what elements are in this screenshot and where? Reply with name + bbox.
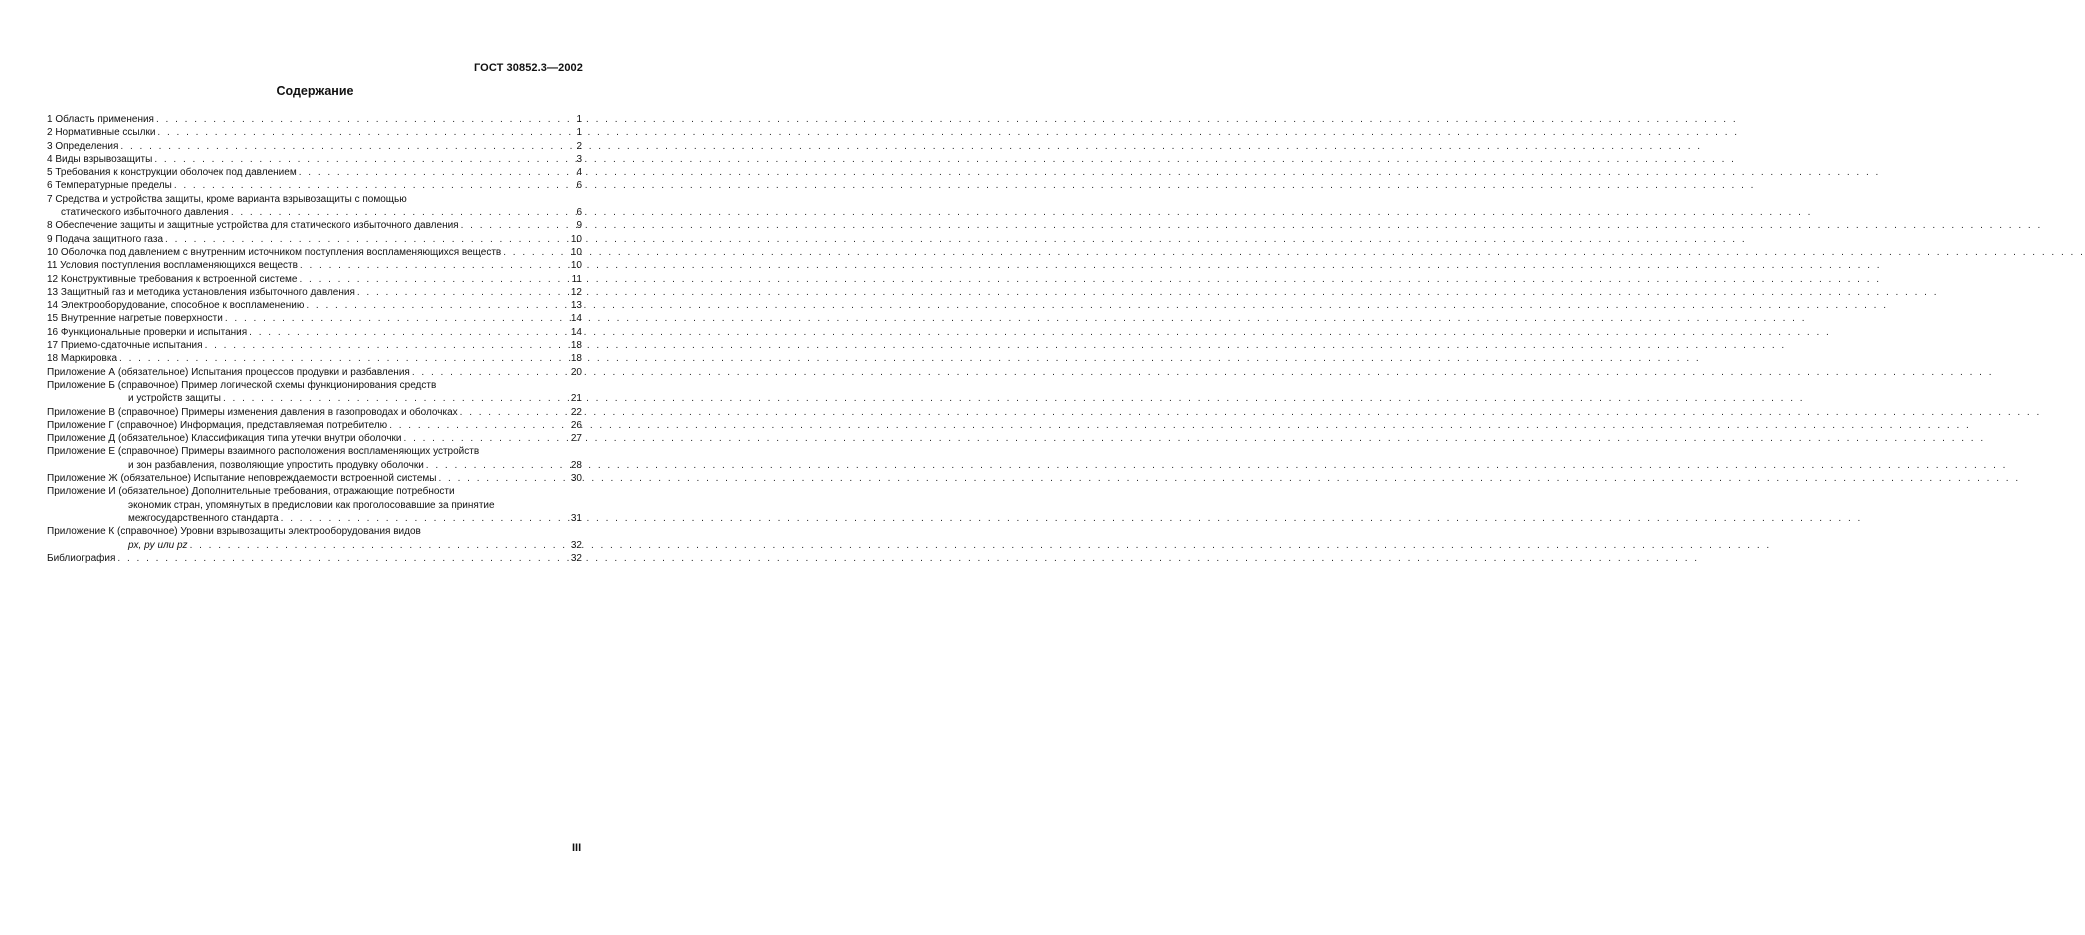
toc-entry-17[interactable]	[47, 339, 582, 352]
toc-entry-page: 28	[570, 459, 582, 471]
toc-appendix-i-line1[interactable]: Приложение И (обязательное) Дополнительные требования, отражающие потребности	[47, 486, 455, 498]
toc-entry-label: 12 Конструктивные требования к встроенной системе	[47, 273, 298, 285]
toc-entry-label: Приложение В (справочное) Примеры изменения давления в газопроводах и оболочках	[47, 406, 458, 418]
toc-entry-page: 20	[570, 366, 582, 378]
toc-entry-label: 6 Температурные пределы	[47, 180, 172, 192]
leader-dots	[154, 153, 574, 166]
toc-entry-label: 1 Область применения	[47, 114, 154, 125]
leader-dots	[165, 233, 569, 246]
toc-entry-label: Библиография	[47, 552, 116, 564]
toc-entry-label: Приложение А (обязательное) Испытания процессов продувки и разбавления	[47, 366, 410, 378]
leader-dots	[461, 219, 575, 232]
toc-entry-label: и устройств защиты	[128, 393, 221, 405]
leader-dots	[357, 286, 569, 299]
toc-entry-page: 1	[576, 114, 582, 125]
toc-entry-label: Приложение Ж (обязательное) Испытание неповреждаемости встроенной системы	[47, 473, 437, 485]
toc-entry-label: 16 Функциональные проверки и испытания	[47, 326, 248, 338]
leader-dots	[174, 179, 575, 192]
toc-entry-page: 18	[570, 353, 582, 365]
toc-entry-5[interactable]	[47, 166, 582, 179]
toc-entry-label: статического избыточного давления	[61, 207, 229, 219]
toc-appendix-b[interactable]	[47, 392, 582, 405]
toc-entry-page: 6	[576, 180, 582, 192]
toc-appendix-e-line1[interactable]: Приложение Е (справочное) Примеры взаимного расположения воспламеняющих устройств	[47, 446, 480, 458]
toc-appendix-a[interactable]	[47, 366, 582, 379]
toc-entry-page: 2	[576, 140, 582, 152]
leader-dots	[190, 539, 569, 552]
leader-dots	[249, 326, 569, 339]
toc-entry-page: 30	[570, 473, 582, 485]
toc-entry-page: 10	[570, 246, 582, 258]
leader-dots	[460, 406, 569, 419]
toc-appendix-g[interactable]	[47, 419, 582, 432]
leader-dots	[156, 113, 574, 126]
leader-dots	[231, 206, 575, 219]
page-number: III	[572, 842, 582, 854]
toc-entry-page: 3	[576, 153, 582, 165]
toc-entry-10[interactable]	[47, 246, 582, 259]
toc-entry-label: 9 Подача защитного газа	[47, 233, 164, 245]
toc-entry-14[interactable]	[47, 299, 582, 312]
leader-dots	[281, 512, 569, 525]
toc-entry-label: 4 Виды взрывозащиты	[47, 153, 153, 165]
toc-entry-label: 15 Внутренние нагретые поверхности	[47, 313, 223, 325]
toc-entry-page: 10	[570, 260, 582, 272]
toc-appendix-d[interactable]	[47, 432, 582, 445]
leader-dots	[306, 299, 569, 312]
toc-entry-label: и зон разбавления, позволяющие упростить продувку оболочки	[128, 459, 424, 471]
toc-appendix-zh[interactable]	[47, 472, 582, 485]
toc-entry-16[interactable]	[47, 326, 582, 339]
toc-appendix-i-line2[interactable]: экономик стран, упомянутых в предисловии как проголосовавшие за принятие	[128, 499, 495, 511]
leader-dots	[503, 246, 569, 259]
leader-dots	[404, 432, 569, 445]
toc-entry-label: 10 Оболочка под давлением с внутренним источником поступления воспламеняющихся веществ	[47, 246, 502, 258]
toc-bibliography[interactable]	[47, 552, 582, 565]
toc-entry-label: 17 Приемо-сдаточные испытания	[47, 340, 203, 352]
toc-entry-4[interactable]	[47, 153, 582, 166]
toc-entry-3[interactable]	[47, 140, 582, 153]
toc-entry-label: 2 Нормативные ссылки	[47, 127, 156, 139]
toc-appendix-k-line1[interactable]: Приложение К (справочное) Уровни взрывозащиты электрооборудования видов	[47, 526, 421, 538]
toc-entry-page: 22	[570, 406, 582, 418]
toc-entry-2[interactable]	[47, 126, 582, 139]
toc-entry-label: 11 Условия поступления воспламеняющихся веществ	[47, 260, 298, 272]
toc-entry-page: 11	[571, 273, 582, 285]
table-of-contents	[47, 113, 582, 565]
toc-entry-label: межгосударственного стандарта	[128, 512, 279, 524]
toc-entry-label: 14 Электрооборудование, способное к воспламенению	[47, 300, 305, 312]
toc-entry-page: 14	[570, 326, 582, 338]
toc-entry-1[interactable]	[47, 113, 582, 126]
toc-entry-6[interactable]	[47, 179, 582, 192]
toc-entry-page: 32	[570, 552, 582, 564]
toc-entry-page: 1	[576, 127, 582, 139]
toc-entry-9[interactable]	[47, 233, 582, 246]
toc-entry-page: 26	[570, 419, 582, 431]
leader-dots	[117, 552, 568, 565]
toc-entry-page: 14	[570, 313, 582, 325]
toc-entry-label: 8 Обеспечение защиты и защитные устройства для статического избыточного давления	[47, 220, 459, 232]
toc-entry-12[interactable]	[47, 273, 582, 286]
leader-dots	[119, 352, 569, 365]
toc-appendix-e[interactable]	[47, 459, 582, 472]
leader-dots	[120, 140, 574, 153]
toc-entry-8[interactable]	[47, 219, 582, 232]
leader-dots	[300, 259, 569, 272]
toc-appendix-b-line1[interactable]: Приложение Б (справочное) Пример логической схемы функционирования средств	[47, 379, 437, 391]
toc-entry-15[interactable]	[47, 312, 582, 325]
leader-dots	[223, 392, 569, 405]
toc-entry-label: Приложение Д (обязательное) Классификация типа утечки внутри оболочки	[47, 433, 402, 445]
leader-dots	[299, 273, 569, 286]
toc-entry-label: 3 Определения	[47, 140, 119, 152]
leader-dots	[389, 419, 569, 432]
toc-entry-7-line1[interactable]: 7 Средства и устройства защиты, кроме варианта взрывозащиты с помощью	[47, 193, 407, 205]
toc-appendix-i[interactable]	[47, 512, 582, 525]
toc-entry-label: Приложение Г (справочное) Информация, представляемая потребителю	[47, 419, 388, 431]
toc-appendix-v[interactable]	[47, 406, 582, 419]
leader-dots	[157, 126, 574, 139]
toc-entry-label: px, py или pz	[128, 539, 188, 551]
toc-entry-page: 31	[570, 512, 582, 524]
toc-title: Содержание	[276, 84, 354, 98]
toc-entry-page: 12	[570, 286, 582, 298]
toc-entry-7[interactable]	[47, 206, 582, 219]
toc-entry-page: 27	[570, 433, 582, 445]
toc-entry-11[interactable]	[47, 259, 582, 272]
toc-entry-page: 18	[570, 340, 582, 352]
toc-entry-18[interactable]	[47, 352, 582, 365]
toc-appendix-k[interactable]	[47, 539, 582, 552]
toc-entry-page: 6	[576, 207, 582, 219]
leader-dots	[426, 459, 569, 472]
leader-dots	[438, 472, 568, 485]
toc-entry-page: 13	[570, 300, 582, 312]
toc-entry-page: 32	[570, 539, 582, 551]
toc-entry-label: 5 Требования к конструкции оболочек под давлением	[47, 167, 297, 179]
toc-entry-page: 9	[576, 220, 582, 232]
document-code: ГОСТ 30852.3—2002	[473, 62, 583, 74]
toc-entry-13[interactable]	[47, 286, 582, 299]
leader-dots	[412, 366, 569, 379]
leader-dots	[225, 312, 569, 325]
toc-entry-label: 18 Маркировка	[47, 353, 118, 365]
toc-entry-label: 13 Защитный газ и методика установления избыточного давления	[47, 286, 355, 298]
leader-dots	[299, 166, 575, 179]
toc-entry-page: 4	[576, 167, 582, 179]
leader-dots	[205, 339, 569, 352]
toc-entry-page: 21	[570, 393, 582, 405]
toc-entry-page: 10	[570, 233, 582, 245]
